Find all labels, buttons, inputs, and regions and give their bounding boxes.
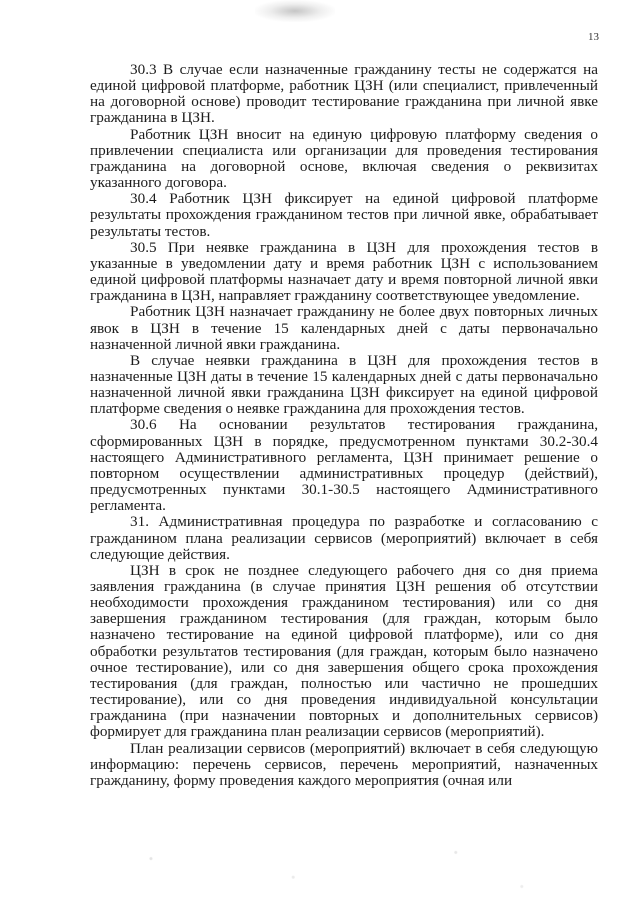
stamp-smudge	[255, 0, 335, 22]
scan-noise	[90, 840, 598, 902]
paragraph-31-deadline: ЦЗН в срок не позднее следующего рабочего дня со дня приема заявления гражданина (в случае принятия ЦЗН решения об отсутствии необходимости прохождения гражданином тестирования) или со дня завершения гражданином тестирования (для граждан, которым было назначено тестирование на единой цифровой платформе), или со дня обработки результатов тестирования (для граждан, которым было назначено очное тестирование), или со дня завершения общего срока прохождения тестирования (для граждан, полностью или частично не прошедших тестирование), или со дня проведения индивидуальной консультации гражданина (при назначении повторных и дополнительных сервисов) формирует для гражданина план реализации сервисов (мероприятий).	[90, 561, 598, 741]
paragraph-31-plan: План реализации сервисов (мероприятий) включает в себя следующую информацию: перечень сервисов, перечень мероприятий, назначенных гражданину, форму проведения каждого мероприятия (очная или	[90, 739, 598, 789]
paragraph-31: 31. Административная процедура по разработке и согласованию с гражданином плана реализации сервисов (мероприятий) включает в себя следующие действия.	[90, 513, 598, 563]
paragraph-30-5-absence: В случае неявки гражданина в ЦЗН для прохождения тестов в назначенные ЦЗН даты в течение 15 календарных дней с даты первоначально назначенной личной явки гражданина ЦЗН фиксирует на единой цифровой платформе сведения о неявке гражданина для прохождения тестов.	[90, 351, 598, 418]
paragraph-30-5-repeat: Работник ЦЗН назначает гражданину не более двух повторных личных явок в ЦЗН в течение 15 календарных дней с даты первоначально назначенной личной явки гражданина.	[90, 303, 598, 353]
document-body	[90, 62, 598, 789]
page-number: 13	[588, 31, 599, 43]
paragraph-30-4: 30.4 Работник ЦЗН фиксирует на единой цифровой платформе результаты прохождения гражданином тестов при личной явке, обрабатывает результаты тестов.	[90, 190, 598, 240]
paragraph-30-5: 30.5 При неявке гражданина в ЦЗН для прохождения тестов в указанные в уведомлении дату и время работник ЦЗН с использованием единой цифровой платформы назначает дату и время повторной личной явки гражданина в ЦЗН, направляет гражданину соответствующее уведомление.	[90, 238, 598, 305]
paragraph-30-3: 30.3 В случае если назначенные гражданину тесты не содержатся на единой цифровой платформе, работник ЦЗН (или специалист, привлеченный на договорной основе) проводит тестирование гражданина при личной явке гражданина в ЦЗН.	[90, 61, 598, 127]
paragraph-30-6: 30.6 На основании результатов тестирования гражданина, сформированных ЦЗН в порядке, предусмотренном пунктами 30.2-30.4 настоящего Административного регламента, ЦЗН принимает решение о повторном осуществлении административных процедур (действий), предусмотренных пунктами 30.1-30.5 настоящего Административного регламента.	[90, 416, 598, 515]
paragraph-30-3-contract: Работник ЦЗН вносит на единую цифровую платформу сведения о привлечении специалиста или организации для проведения тестирования гражданина на договорной основе, включая сведения о реквизитах указанного договора.	[90, 125, 598, 192]
